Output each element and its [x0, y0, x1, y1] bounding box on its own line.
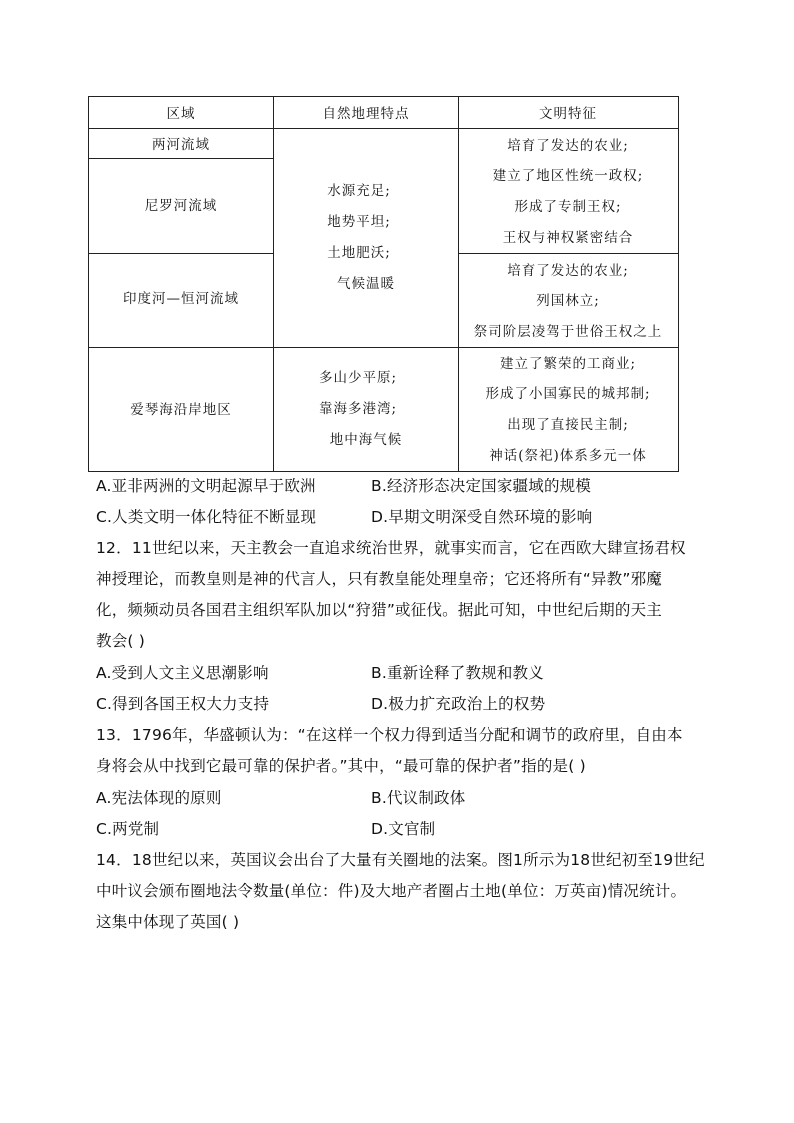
civ-item: 培育了发达的农业;: [507, 138, 629, 154]
q12-stem-line: 12．11世纪以来，天主教会一直追求统治世界，就事实而言，它在西欧大肆宣扬君权: [96, 539, 686, 557]
civ-item: 建立了地区性统一政权;: [492, 168, 644, 184]
q12-option-b: B.重新诠释了教规和教义: [371, 664, 544, 682]
q11-option-c: C.人类文明一体化特征不断显现: [96, 508, 317, 526]
region-nile: 尼罗河流域: [144, 198, 218, 214]
q12-option-c: C.得到各国王权大力支持: [96, 695, 270, 713]
region-indus-ganges: 印度河—恒河流域: [123, 291, 239, 307]
q13-option-b: B.代议制政体: [371, 789, 466, 807]
geo-item: 水源充足;: [327, 183, 391, 199]
geo-item: 地势平坦;: [327, 214, 391, 230]
q14-stem-line: 14．18世纪以来，英国议会出台了大量有关圈地的法案。图1所示为18世纪初至19世纪: [96, 851, 705, 869]
table-rule: [458, 253, 678, 254]
q13-option-a: A.宪法体现的原则: [96, 789, 222, 807]
civ-item: 神话(祭祀)体系多元一体: [489, 448, 647, 464]
civ-item: 培育了发达的农业;: [507, 263, 629, 279]
region-mesopotamia: 两河流域: [152, 137, 210, 153]
q12-stem-line: 神授理论，而教皇则是神的代言人，只有教皇能处理皇帝；它还将所有“异教”邪魔: [96, 570, 662, 588]
q12-option-a: A.受到人文主义思潮影响: [96, 664, 269, 682]
q11-option-b: B.经济形态决定国家疆域的规模: [371, 477, 592, 495]
geo-item: 地中海气候: [329, 432, 403, 448]
civ-item: 王权与神权紧密结合: [502, 230, 634, 246]
q13-stem-line: 身将会从中找到它最可靠的保护者。”其中，“最可靠的保护者”指的是( ): [96, 757, 586, 775]
table-rule: [458, 97, 459, 471]
geo-item: 土地肥沃;: [327, 245, 391, 261]
table-rule: [89, 253, 273, 254]
civ-item: 形成了小国寡民的城邦制;: [485, 386, 651, 402]
table-rule: [89, 128, 678, 129]
q12-stem-line: 化，频频动员各国君主组织军队加以“狩猎”或征伐。据此可知，中世纪后期的天主: [96, 601, 662, 619]
civilization-table: [88, 96, 679, 472]
table-rule: [89, 347, 678, 348]
table-rule: [89, 158, 273, 159]
civ-item: 形成了专制王权;: [514, 199, 622, 215]
q13-option-c: C.两党制: [96, 820, 160, 838]
geo-item: 气候温暖: [337, 276, 395, 292]
q13-option-d: D.文官制: [371, 820, 436, 838]
civ-item: 祭司阶层凌驾于世俗王权之上: [473, 324, 663, 340]
header-geography: 自然地理特点: [322, 106, 410, 122]
header-civilization: 文明特征: [539, 106, 597, 122]
q12-option-d: D.极力扩充政治上的权势: [371, 695, 546, 713]
geo-item: 靠海多港湾;: [318, 401, 398, 417]
q11-option-a: A.亚非两洲的文明起源早于欧洲: [96, 477, 316, 495]
q14-stem-line: 中叶议会颁布圈地法令数量(单位：件)及大地产者圈占土地(单位：万英亩)情况统计。: [96, 882, 687, 900]
region-aegean: 爱琴海沿岸地区: [130, 402, 232, 418]
table-rule: [273, 97, 274, 471]
civ-item: 出现了直接民主制;: [507, 417, 629, 433]
q12-stem-line: 教会( ): [96, 632, 146, 650]
civ-item: 建立了繁荣的工商业;: [499, 356, 637, 372]
civ-item: 列国林立;: [536, 293, 600, 309]
header-region: 区域: [166, 106, 196, 122]
q11-option-d: D.早期文明深受自然环境的影响: [371, 508, 593, 526]
q13-stem-line: 13．1796年，华盛顿认为：“在这样一个权力得到适当分配和调节的政府里，自由本: [96, 726, 683, 744]
q14-stem-line: 这集中体现了英国( ): [96, 913, 240, 931]
geo-item: 多山少平原;: [318, 370, 398, 386]
